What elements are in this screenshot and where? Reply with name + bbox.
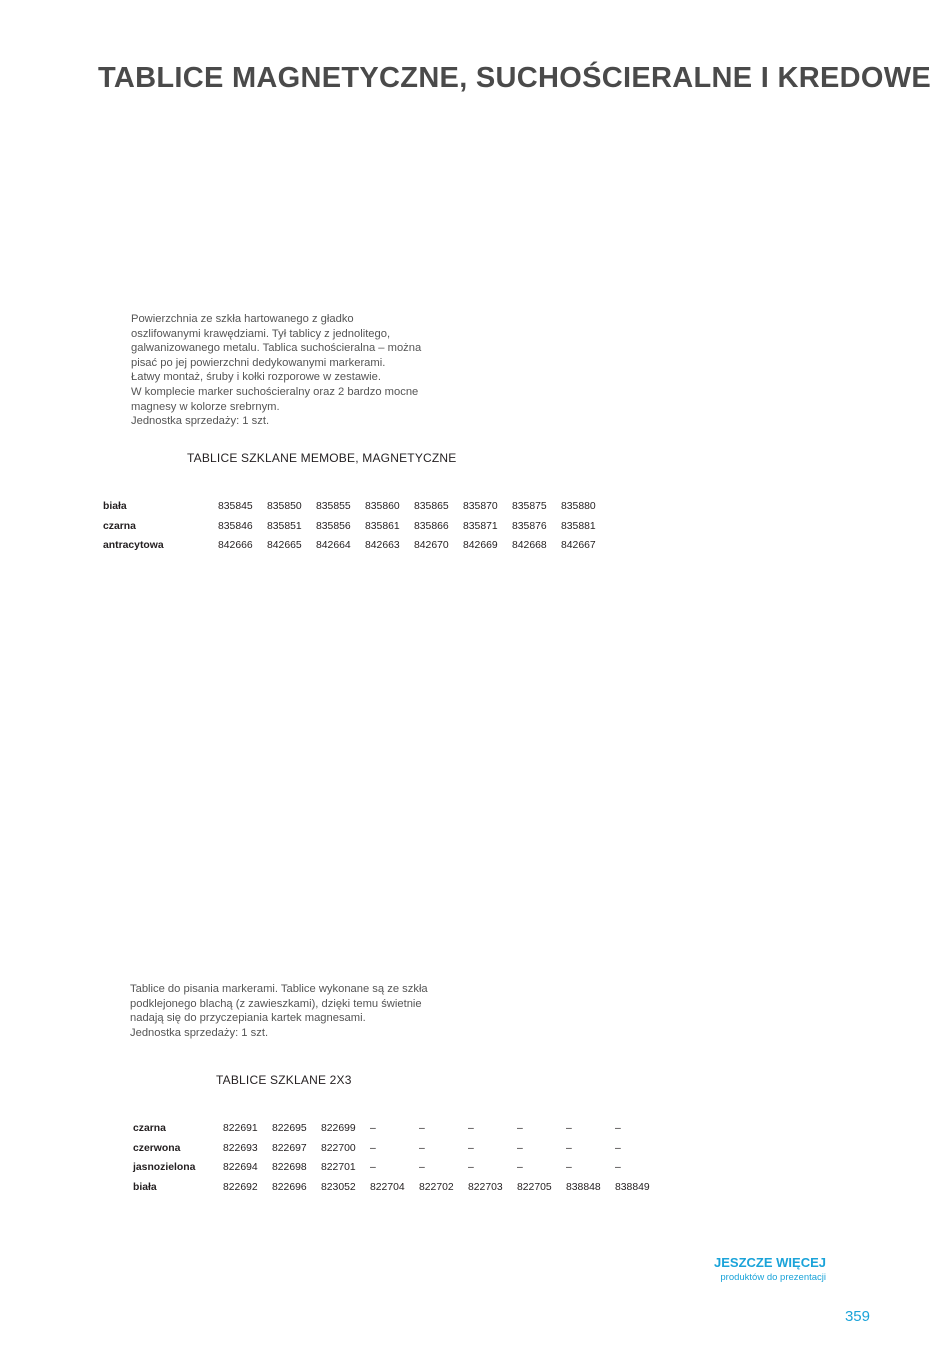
product-code-cell: 842669 <box>463 540 498 552</box>
row-color-label: czarna <box>103 520 136 532</box>
description-line: nadają się do przyczepiania kartek magnesami. <box>130 1012 366 1025</box>
product-code-cell: 842663 <box>365 540 400 552</box>
product-code-cell: – <box>468 1123 474 1135</box>
description-line: Tablice do pisania markerami. Tablice wykonane są ze szkła <box>130 983 428 995</box>
description-line: oszlifowanymi krawędziami. Tył tablicy z jednolitego, <box>131 327 391 340</box>
product-code-cell: 822705 <box>517 1182 552 1194</box>
product-code-cell: 835876 <box>512 520 547 532</box>
description-line: W komplecie marker suchościeralny oraz 2 bardzo mocne <box>131 385 419 398</box>
product-code-cell: – <box>370 1142 376 1154</box>
product-code-cell: 842665 <box>267 540 302 552</box>
product-code-cell: 822704 <box>370 1182 405 1194</box>
product-code-cell: 822700 <box>321 1142 356 1154</box>
product-code-cell: – <box>615 1142 621 1154</box>
product-code-cell: – <box>566 1123 572 1135</box>
table-row <box>103 536 610 556</box>
product-code-cell: – <box>468 1142 474 1154</box>
page-title: TABLICE MAGNETYCZNE, SUCHOŚCIERALNE I KREDOWE <box>98 62 932 94</box>
product-code-cell: 835846 <box>218 520 253 532</box>
product-code-cell: 835856 <box>316 520 351 532</box>
product-code-cell: – <box>517 1162 523 1174</box>
product-code-cell: 835860 <box>365 501 400 513</box>
row-color-label: czarna <box>133 1123 166 1135</box>
product-code-cell: – <box>615 1162 621 1174</box>
product-code-cell: 822701 <box>321 1162 356 1174</box>
row-color-label: antracytowa <box>103 540 164 552</box>
description-line: Powierzchnia ze szkła hartowanego z gładko <box>131 313 354 325</box>
section1-description <box>131 312 451 429</box>
product-code-cell: – <box>419 1162 425 1174</box>
description-line: pisać po jej powierzchni dedykowanymi markerami. <box>131 356 386 369</box>
description-line: Jednostka sprzedaży: 1 szt. <box>131 415 270 428</box>
description-line: Jednostka sprzedaży: 1 szt. <box>130 1026 269 1039</box>
table-row <box>103 517 610 537</box>
product-code-cell: 842664 <box>316 540 351 552</box>
product-code-cell: – <box>566 1142 572 1154</box>
product-code-cell: 822695 <box>272 1123 307 1135</box>
product-code-cell: 823052 <box>321 1182 356 1194</box>
section1-heading: TABLICE SZKLANE MEMOBE, MAGNETYCZNE <box>187 451 457 465</box>
product-code-cell: – <box>419 1123 425 1135</box>
product-code-cell: 822699 <box>321 1123 356 1135</box>
product-code-cell: 822703 <box>468 1182 503 1194</box>
more-products-title: JESZCZE WIĘCEJ <box>714 1255 826 1270</box>
product-code-cell: 835861 <box>365 520 400 532</box>
table-row <box>133 1158 664 1178</box>
product-code-cell: 835865 <box>414 501 449 513</box>
product-code-cell: – <box>468 1162 474 1174</box>
section2-code-table <box>133 1119 664 1197</box>
product-code-cell: 835871 <box>463 520 498 532</box>
table-row <box>133 1119 664 1139</box>
product-code-cell: – <box>419 1142 425 1154</box>
product-code-cell: 835855 <box>316 501 351 513</box>
product-code-cell: 835880 <box>561 501 596 513</box>
description-line: magnesy w kolorze srebrnym. <box>131 400 280 413</box>
section2-description <box>130 982 450 1040</box>
product-code-cell: 822697 <box>272 1142 307 1154</box>
product-code-cell: 842667 <box>561 540 596 552</box>
row-color-label: biała <box>133 1182 157 1194</box>
product-code-cell: 838848 <box>566 1182 601 1194</box>
description-line: Łatwy montaż, śruby i kołki rozporowe w zestawie. <box>131 371 381 384</box>
section2-heading: TABLICE SZKLANE 2X3 <box>216 1073 352 1087</box>
product-code-cell: 842670 <box>414 540 449 552</box>
product-code-cell: 822692 <box>223 1182 258 1194</box>
product-code-cell: 842668 <box>512 540 547 552</box>
product-code-cell: 835870 <box>463 501 498 513</box>
row-color-label: czerwona <box>133 1142 181 1154</box>
product-code-cell: 822702 <box>419 1182 454 1194</box>
product-code-cell: – <box>517 1142 523 1154</box>
product-code-cell: 838849 <box>615 1182 650 1194</box>
more-products-subtitle: produktów do prezentacji <box>720 1272 826 1283</box>
product-code-cell: 835845 <box>218 501 253 513</box>
product-code-cell: 835866 <box>414 520 449 532</box>
table-row <box>133 1139 664 1159</box>
page-number: 359 <box>844 1308 870 1325</box>
description-line: galwanizowanego metalu. Tablica suchościeralna – można <box>131 342 422 355</box>
product-code-cell: – <box>370 1123 376 1135</box>
product-code-cell: 835881 <box>561 520 596 532</box>
product-code-cell: 822696 <box>272 1182 307 1194</box>
section1-code-table <box>103 497 610 556</box>
description-line: podklejonego blachą (z zawieszkami), dzięki temu świetnie <box>130 997 422 1010</box>
product-code-cell: 822693 <box>223 1142 258 1154</box>
product-code-cell: – <box>370 1162 376 1174</box>
product-code-cell: 822694 <box>223 1162 258 1174</box>
row-color-label: biała <box>103 501 127 513</box>
table-row <box>133 1178 664 1198</box>
product-code-cell: 835875 <box>512 501 547 513</box>
product-code-cell: 842666 <box>218 540 253 552</box>
table-row <box>103 497 610 517</box>
product-code-cell: – <box>566 1162 572 1174</box>
product-code-cell: – <box>517 1123 523 1135</box>
product-code-cell: – <box>615 1123 621 1135</box>
product-code-cell: 822698 <box>272 1162 307 1174</box>
product-code-cell: 835851 <box>267 520 302 532</box>
product-code-cell: 822691 <box>223 1123 258 1135</box>
row-color-label: jasnozielona <box>133 1162 196 1174</box>
product-code-cell: 835850 <box>267 501 302 513</box>
